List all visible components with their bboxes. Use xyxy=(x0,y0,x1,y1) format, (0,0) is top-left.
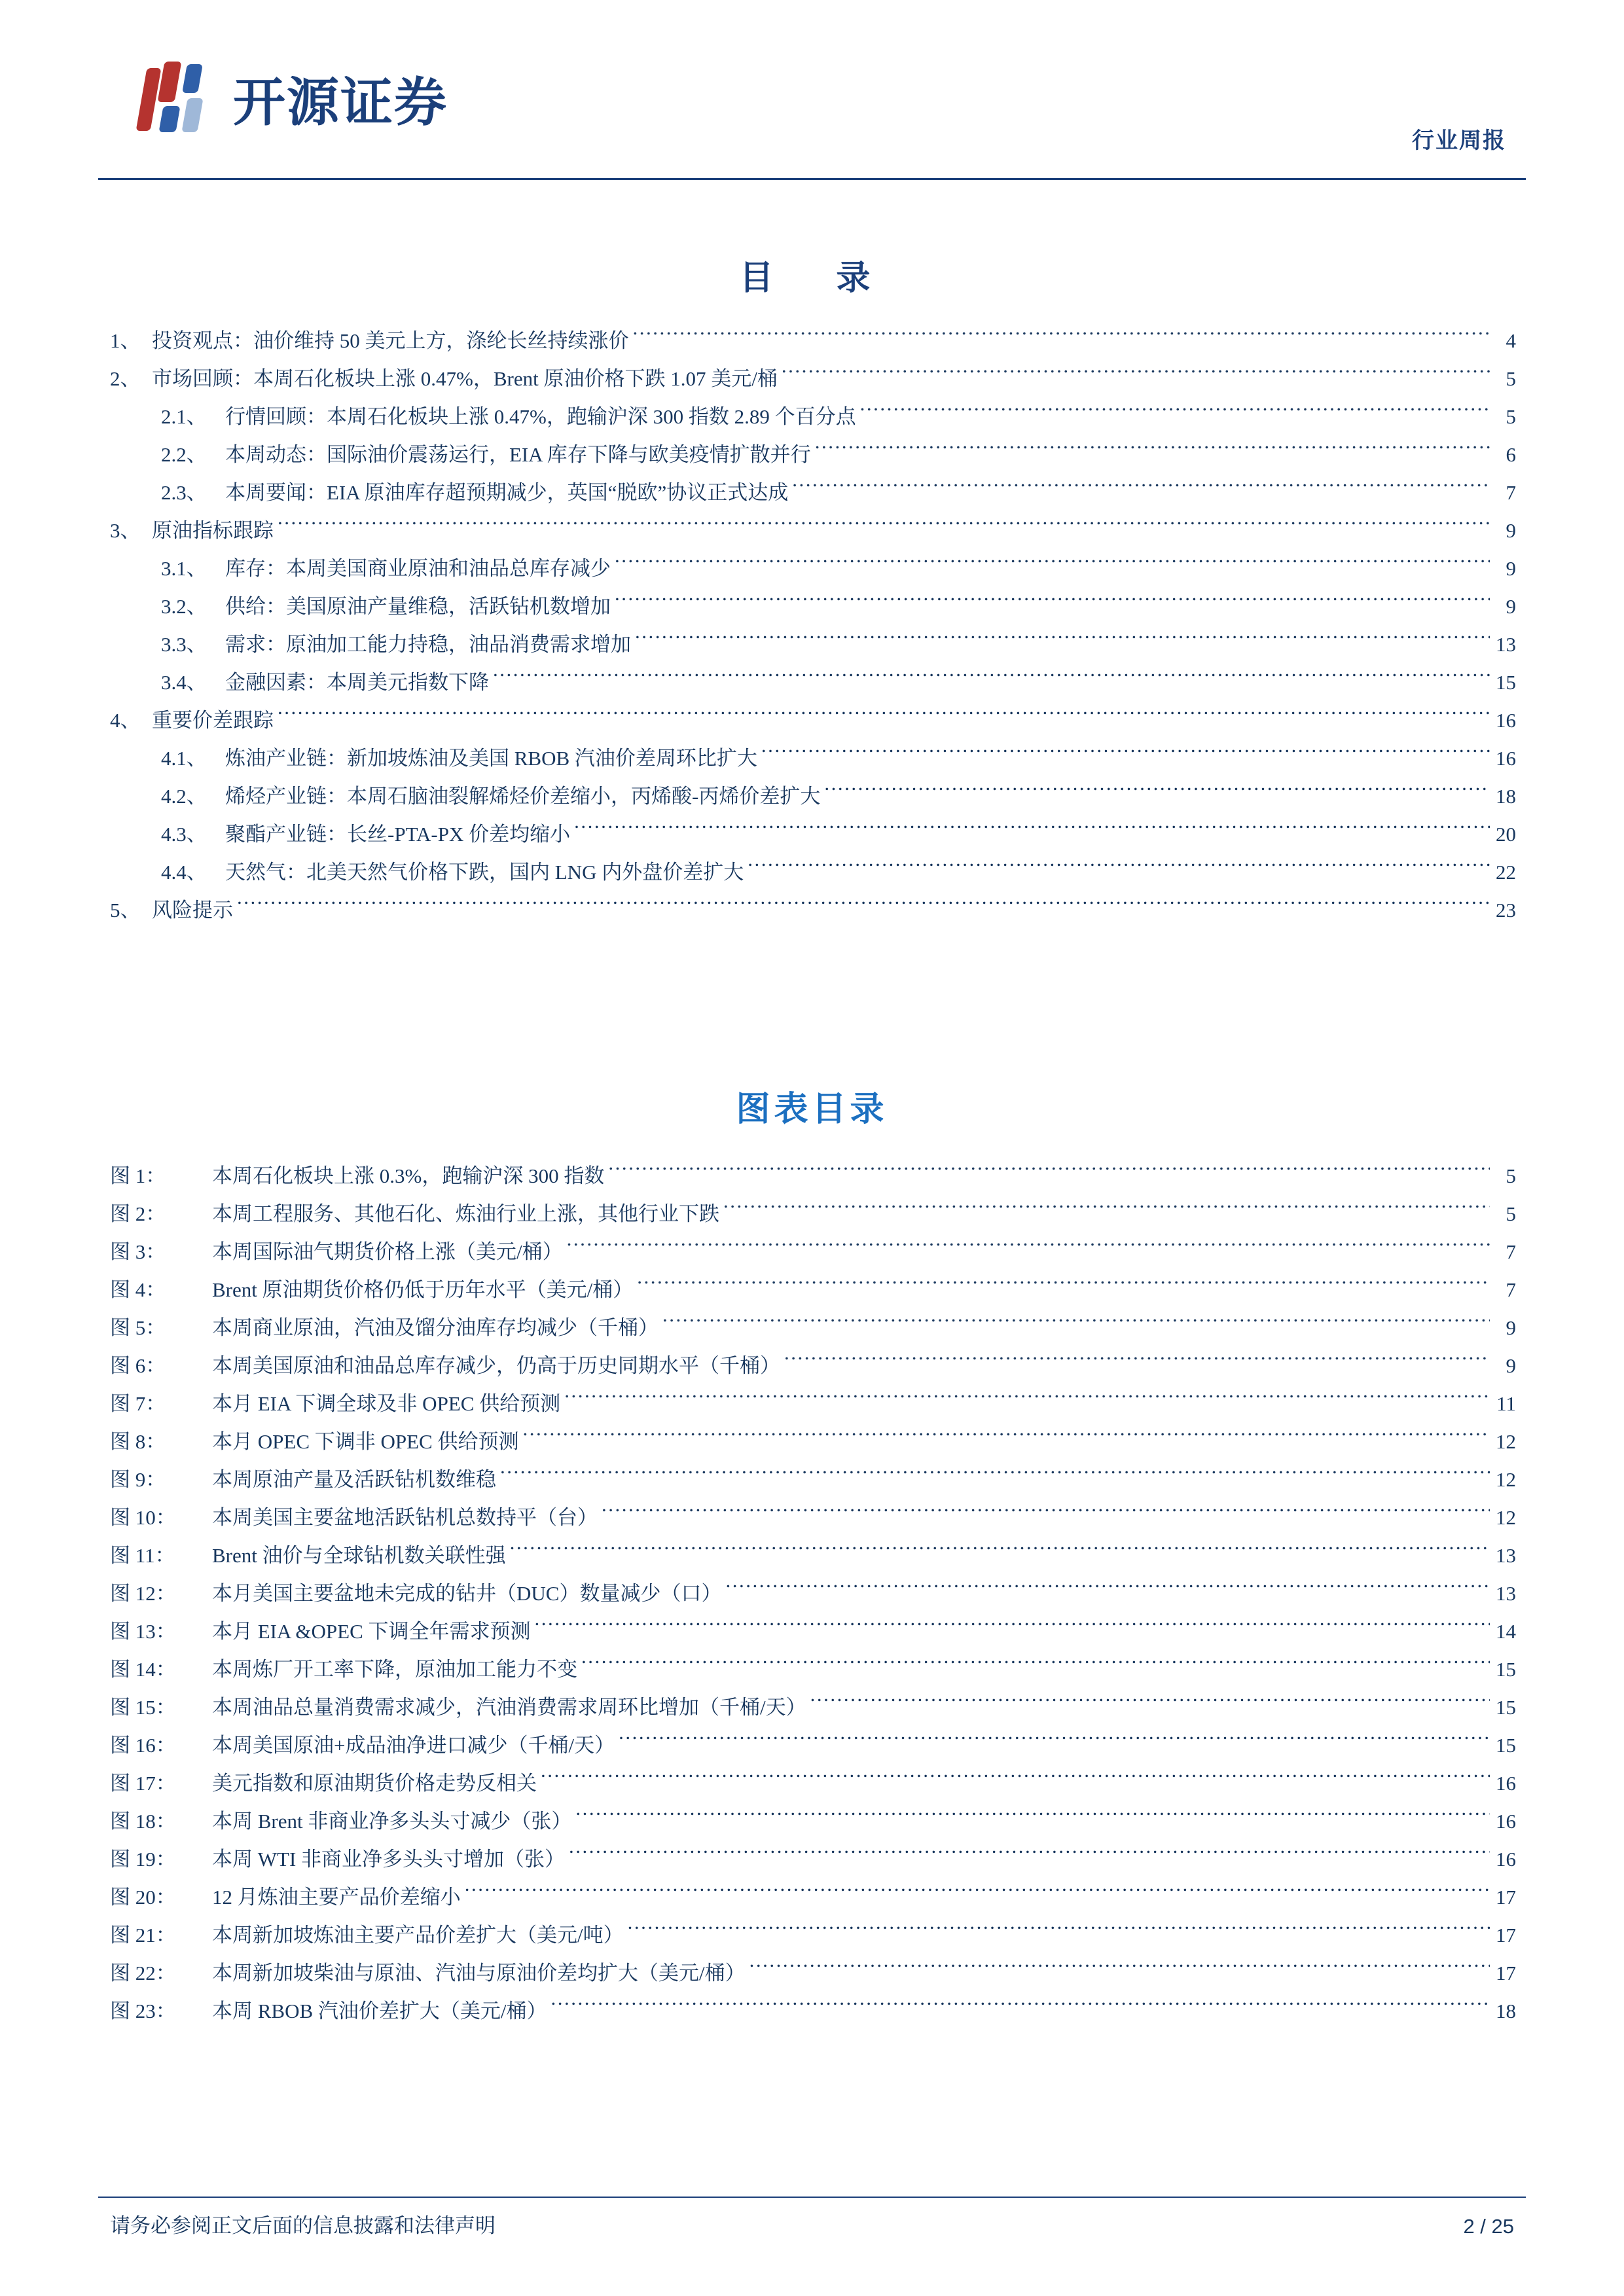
leader-dots xyxy=(569,1846,1490,1866)
figure-entry-label: 本月 EIA 下调全球及非 OPEC 供给预测 xyxy=(212,1392,561,1415)
figure-entry[interactable] xyxy=(110,1651,1516,1689)
figure-entry-number: 图 19： xyxy=(110,1848,176,1871)
toc-entry[interactable] xyxy=(110,550,1516,588)
figure-entry-label: 本周 Brent 非商业净多头头寸减少（张） xyxy=(212,1810,572,1833)
figure-entry[interactable] xyxy=(110,1385,1516,1423)
figure-entry-page: 11 xyxy=(1496,1392,1516,1415)
leader-dots xyxy=(237,897,1490,917)
logo-mark-icon xyxy=(137,62,216,135)
figure-entry[interactable] xyxy=(110,1309,1516,1347)
figure-entry[interactable] xyxy=(110,1954,1516,1992)
figure-entry[interactable] xyxy=(110,1992,1516,2030)
leader-dots xyxy=(635,631,1490,651)
toc-entry-label: 炼油产业链：新加坡炼油及美国 RBOB 汽油价差周环比扩大 xyxy=(225,747,757,770)
figure-entry-page: 12 xyxy=(1496,1468,1516,1491)
figure-entry-page: 5 xyxy=(1506,1164,1516,1187)
toc-entry-number: 3.2、 xyxy=(161,595,207,618)
figure-entry-label: 美元指数和原油期货价格走势反相关 xyxy=(212,1772,537,1795)
toc-entry-number: 4、 xyxy=(110,709,141,732)
toc-entry[interactable] xyxy=(110,512,1516,550)
leader-dots xyxy=(564,1390,1490,1410)
figure-entry-label: 本周油品总量消费需求减少，汽油消费需求周环比增加（千桶/天） xyxy=(212,1696,806,1719)
figure-entry-number: 图 23： xyxy=(110,2000,176,2022)
table-of-contents xyxy=(110,322,1516,929)
figure-entry-number: 图 9： xyxy=(110,1468,166,1491)
figure-entry-label: 12 月炼油主要产品价差缩小 xyxy=(212,1886,461,1909)
toc-entry[interactable] xyxy=(110,398,1516,436)
leader-dots xyxy=(567,1238,1490,1259)
figure-entry-page: 17 xyxy=(1496,1962,1516,1984)
leader-dots xyxy=(725,1580,1490,1600)
figure-entry[interactable] xyxy=(110,1727,1516,1765)
toc-entry-label: 聚酯产业链：长丝-PTA-PX 价差均缩小 xyxy=(225,823,571,846)
figure-entry-page: 7 xyxy=(1506,1240,1516,1263)
figure-entry-page: 17 xyxy=(1496,1886,1516,1909)
leader-dots xyxy=(581,1656,1490,1676)
brand-logo xyxy=(137,60,448,135)
figure-entry-page: 15 xyxy=(1496,1734,1516,1757)
figure-entry-page: 9 xyxy=(1506,1316,1516,1339)
figure-list-heading: 图表目录 xyxy=(736,1091,888,1128)
leader-dots xyxy=(615,555,1490,575)
leader-dots xyxy=(662,1314,1490,1335)
figure-entry-number: 图 7： xyxy=(110,1392,166,1415)
figure-entry-page: 16 xyxy=(1496,1848,1516,1871)
page-header xyxy=(98,41,1526,171)
figure-entry-label: 本周美国原油和油品总库存减少，仍高于历史同期水平（千桶） xyxy=(212,1354,780,1377)
header-divider xyxy=(98,178,1526,180)
toc-entry-label: 本周要闻：EIA 原油库存超预期减少，英国“脱欧”协议正式达成 xyxy=(225,481,789,504)
toc-entry-page: 9 xyxy=(1506,557,1516,580)
toc-entry-page: 22 xyxy=(1496,861,1516,884)
toc-entry-page: 16 xyxy=(1496,747,1516,770)
leader-dots xyxy=(602,1504,1490,1524)
leader-dots xyxy=(493,669,1490,689)
figure-entry-label: 本周新加坡炼油主要产品价差扩大（美元/吨） xyxy=(212,1924,624,1946)
toc-entry-number: 3.3、 xyxy=(161,633,207,656)
figure-entry-page: 7 xyxy=(1506,1278,1516,1301)
toc-entry-page: 6 xyxy=(1506,443,1516,466)
figure-entry-label: 本周商业原油，汽油及馏分油库存均减少（千桶） xyxy=(212,1316,659,1339)
toc-entry[interactable] xyxy=(110,891,1516,929)
toc-entry[interactable] xyxy=(110,702,1516,740)
figure-entry[interactable] xyxy=(110,1157,1516,1195)
figure-entry-label: Brent 原油期货价格仍低于历年水平（美元/桶） xyxy=(212,1278,634,1301)
leader-dots xyxy=(749,1960,1490,1980)
figure-entry-number: 图 8： xyxy=(110,1430,166,1453)
leader-dots xyxy=(535,1618,1490,1638)
toc-entry-page: 18 xyxy=(1496,785,1516,808)
toc-entry[interactable] xyxy=(110,664,1516,702)
toc-entry-label: 金融因素：本周美元指数下降 xyxy=(225,671,489,694)
leader-dots xyxy=(784,1352,1490,1372)
toc-entry-page: 16 xyxy=(1496,709,1516,732)
figure-entry[interactable] xyxy=(110,1689,1516,1727)
figure-entry-number: 图 18： xyxy=(110,1810,176,1833)
toc-entry[interactable] xyxy=(110,588,1516,626)
figure-entry-page: 13 xyxy=(1496,1544,1516,1567)
toc-entry[interactable] xyxy=(110,853,1516,891)
figure-entry-number: 图 17： xyxy=(110,1772,176,1795)
toc-entry-number: 2.3、 xyxy=(161,481,207,504)
figure-entry-page: 18 xyxy=(1496,2000,1516,2022)
figure-entry-page: 16 xyxy=(1496,1772,1516,1795)
footer-divider xyxy=(98,2197,1526,2198)
figure-entry-label: 本周石化板块上涨 0.3%，跑输沪深 300 指数 xyxy=(212,1164,605,1187)
leader-dots xyxy=(637,1276,1490,1297)
figure-entry-label: 本周美国主要盆地活跃钻机总数持平（台） xyxy=(212,1506,598,1529)
figure-entry-page: 15 xyxy=(1496,1696,1516,1719)
leader-dots xyxy=(633,327,1490,348)
figure-entry-page: 5 xyxy=(1506,1202,1516,1225)
leader-dots xyxy=(761,745,1490,765)
footer-page-number: 2 / 25 xyxy=(1463,2215,1514,2238)
figure-entry-page: 14 xyxy=(1496,1620,1516,1643)
figure-entry-number: 图 13： xyxy=(110,1620,176,1643)
figure-entry[interactable] xyxy=(110,1347,1516,1385)
figure-entry-label: 本月 EIA &OPEC 下调全年需求预测 xyxy=(212,1620,531,1643)
toc-entry-label: 市场回顾：本周石化板块上涨 0.47%，Brent 原油价格下跌 1.07 美元/桶 xyxy=(152,367,778,390)
figure-entry-number: 图 4： xyxy=(110,1278,166,1301)
figure-entry-label: 本周国际油气期货价格上涨（美元/桶） xyxy=(212,1240,563,1263)
figure-entry-page: 17 xyxy=(1496,1924,1516,1946)
figure-entry[interactable] xyxy=(110,1195,1516,1233)
toc-entry-number: 4.2、 xyxy=(161,785,207,808)
figure-entry[interactable] xyxy=(110,1575,1516,1613)
toc-entry[interactable] xyxy=(110,436,1516,474)
figure-entry-label: 本周 RBOB 汽油价差扩大（美元/桶） xyxy=(212,2000,547,2022)
figure-entry-number: 图 21： xyxy=(110,1924,176,1946)
figure-entry-label: 本周美国原油+成品油净进口减少（千桶/天） xyxy=(212,1734,615,1757)
toc-entry-number: 2.2、 xyxy=(161,443,207,466)
toc-entry-page: 9 xyxy=(1506,595,1516,618)
toc-entry[interactable] xyxy=(110,360,1516,398)
leader-dots xyxy=(541,1770,1490,1790)
leader-dots xyxy=(278,517,1490,537)
leader-dots xyxy=(500,1466,1490,1486)
toc-entry-label: 行情回顾：本周石化板块上涨 0.47%，跑输沪深 300 指数 2.89 个百分点 xyxy=(225,405,856,428)
leader-dots xyxy=(551,1998,1490,2018)
figure-entry-page: 9 xyxy=(1506,1354,1516,1377)
leader-dots xyxy=(815,441,1490,461)
toc-entry-label: 投资观点：油价维持 50 美元上方，涤纶长丝持续涨价 xyxy=(152,329,629,352)
figure-entry[interactable] xyxy=(110,1461,1516,1499)
toc-entry[interactable] xyxy=(110,626,1516,664)
toc-entry-page: 20 xyxy=(1496,823,1516,846)
figure-entry-page: 15 xyxy=(1496,1658,1516,1681)
toc-entry[interactable] xyxy=(110,816,1516,853)
leader-dots xyxy=(860,403,1490,423)
leader-dots xyxy=(278,707,1490,727)
toc-entry-label: 天然气：北美天然气价格下跌，国内 LNG 内外盘价差扩大 xyxy=(225,861,744,884)
toc-entry[interactable] xyxy=(110,322,1516,360)
figure-entry-label: 本周新加坡柴油与原油、汽油与原油价差均扩大（美元/桶） xyxy=(212,1962,746,1984)
leader-dots xyxy=(782,365,1490,386)
toc-entry-label: 需求：原油加工能力持稳，油品消费需求增加 xyxy=(225,633,631,656)
figure-entry-number: 图 22： xyxy=(110,1962,176,1984)
toc-entry-label: 本周动态：国际油价震荡运行，EIA 库存下降与欧美疫情扩散并行 xyxy=(225,443,811,466)
figure-entry-number: 图 10： xyxy=(110,1506,176,1529)
figure-entry-number: 图 1： xyxy=(110,1164,166,1187)
toc-entry-page: 13 xyxy=(1496,633,1516,656)
leader-dots xyxy=(810,1694,1490,1714)
toc-entry-page: 4 xyxy=(1506,329,1516,352)
figure-entry[interactable] xyxy=(110,1878,1516,1916)
leader-dots xyxy=(628,1922,1490,1942)
toc-entry-number: 1、 xyxy=(110,329,141,352)
figure-entry-page: 16 xyxy=(1496,1810,1516,1833)
toc-entry-page: 23 xyxy=(1496,899,1516,922)
toc-entry[interactable] xyxy=(110,778,1516,816)
toc-entry-label: 供给：美国原油产量维稳，活跃钻机数增加 xyxy=(225,595,611,618)
figure-entry[interactable] xyxy=(110,1613,1516,1651)
figure-entry-label: 本周原油产量及活跃钻机数维稳 xyxy=(212,1468,496,1491)
figure-entry-label: 本月 OPEC 下调非 OPEC 供给预测 xyxy=(212,1430,519,1453)
toc-entry-label: 库存：本周美国商业原油和油品总库存减少 xyxy=(225,557,611,580)
leader-dots xyxy=(824,783,1490,803)
toc-entry-number: 2、 xyxy=(110,367,141,390)
figure-entry-page: 12 xyxy=(1496,1506,1516,1529)
leader-dots xyxy=(465,1884,1490,1904)
figure-entry[interactable] xyxy=(110,1765,1516,1803)
footer-disclaimer: 请务必参阅正文后面的信息披露和法律声明 xyxy=(110,2214,496,2237)
toc-entry-label: 风险提示 xyxy=(152,899,233,922)
figure-entry-number: 图 3： xyxy=(110,1240,166,1263)
figure-entry[interactable] xyxy=(110,1916,1516,1954)
toc-entry-label: 烯烃产业链：本周石脑油裂解烯烃价差缩小，丙烯酸-丙烯价差扩大 xyxy=(225,785,821,808)
figure-entry-label: Brent 油价与全球钻机数关联性强 xyxy=(212,1544,506,1567)
document-type-label: 行业周报 xyxy=(1412,128,1506,153)
toc-entry-number: 4.1、 xyxy=(161,747,207,770)
figure-entry[interactable] xyxy=(110,1499,1516,1537)
toc-entry-page: 5 xyxy=(1506,405,1516,428)
toc-entry-number: 3.4、 xyxy=(161,671,207,694)
leader-dots xyxy=(723,1200,1490,1221)
figure-entry[interactable] xyxy=(110,1271,1516,1309)
toc-entry-page: 9 xyxy=(1506,519,1516,542)
figure-entry-page: 13 xyxy=(1496,1582,1516,1605)
toc-entry-number: 5、 xyxy=(110,899,141,922)
figure-entry[interactable] xyxy=(110,1537,1516,1575)
figure-entry-number: 图 5： xyxy=(110,1316,166,1339)
toc-entry-number: 2.1、 xyxy=(161,405,207,428)
toc-entry-page: 5 xyxy=(1506,367,1516,390)
leader-dots xyxy=(522,1428,1490,1448)
toc-entry-number: 4.3、 xyxy=(161,823,207,846)
figure-entry-label: 本周 WTI 非商业净多头头寸增加（张） xyxy=(212,1848,566,1871)
leader-dots xyxy=(575,1808,1490,1828)
figure-entry-label: 本月美国主要盆地未完成的钻井（DUC）数量减少（口） xyxy=(212,1582,722,1605)
figure-entry[interactable] xyxy=(110,1840,1516,1878)
toc-entry-number: 3.1、 xyxy=(161,557,207,580)
figure-entry-number: 图 20： xyxy=(110,1886,176,1909)
toc-entry-number: 4.4、 xyxy=(161,861,207,884)
toc-entry-page: 15 xyxy=(1496,671,1516,694)
leader-dots xyxy=(510,1542,1490,1562)
figure-entry-number: 图 12： xyxy=(110,1582,176,1605)
figure-entry-number: 图 16： xyxy=(110,1734,176,1757)
figure-entry-number: 图 11： xyxy=(110,1544,175,1567)
figure-entry-page: 12 xyxy=(1496,1430,1516,1453)
toc-entry[interactable] xyxy=(110,474,1516,512)
leader-dots xyxy=(615,593,1490,613)
figure-entry-label: 本周工程服务、其他石化、炼油行业上涨，其他行业下跌 xyxy=(212,1202,719,1225)
figure-entry-label: 本周炼厂开工率下降，原油加工能力不变 xyxy=(212,1658,577,1681)
toc-entry-number: 3、 xyxy=(110,519,141,542)
leader-dots xyxy=(608,1162,1490,1183)
toc-entry-label: 原油指标跟踪 xyxy=(152,519,274,542)
leader-dots xyxy=(748,859,1490,879)
figure-entry[interactable] xyxy=(110,1423,1516,1461)
figure-list xyxy=(110,1157,1516,2030)
leader-dots xyxy=(619,1732,1490,1752)
figure-entry-number: 图 2： xyxy=(110,1202,166,1225)
figure-entry[interactable] xyxy=(110,1803,1516,1840)
leader-dots xyxy=(574,821,1490,841)
figure-entry-number: 图 6： xyxy=(110,1354,166,1377)
toc-entry-label: 重要价差跟踪 xyxy=(152,709,274,732)
brand-name: 开源证券 xyxy=(233,75,448,132)
figure-entry[interactable] xyxy=(110,1233,1516,1271)
toc-entry[interactable] xyxy=(110,740,1516,778)
figure-entry-number: 图 14： xyxy=(110,1658,176,1681)
toc-heading: 目 录 xyxy=(739,260,885,297)
figure-entry-number: 图 15： xyxy=(110,1696,176,1719)
toc-entry-page: 7 xyxy=(1506,481,1516,504)
leader-dots xyxy=(792,479,1490,499)
